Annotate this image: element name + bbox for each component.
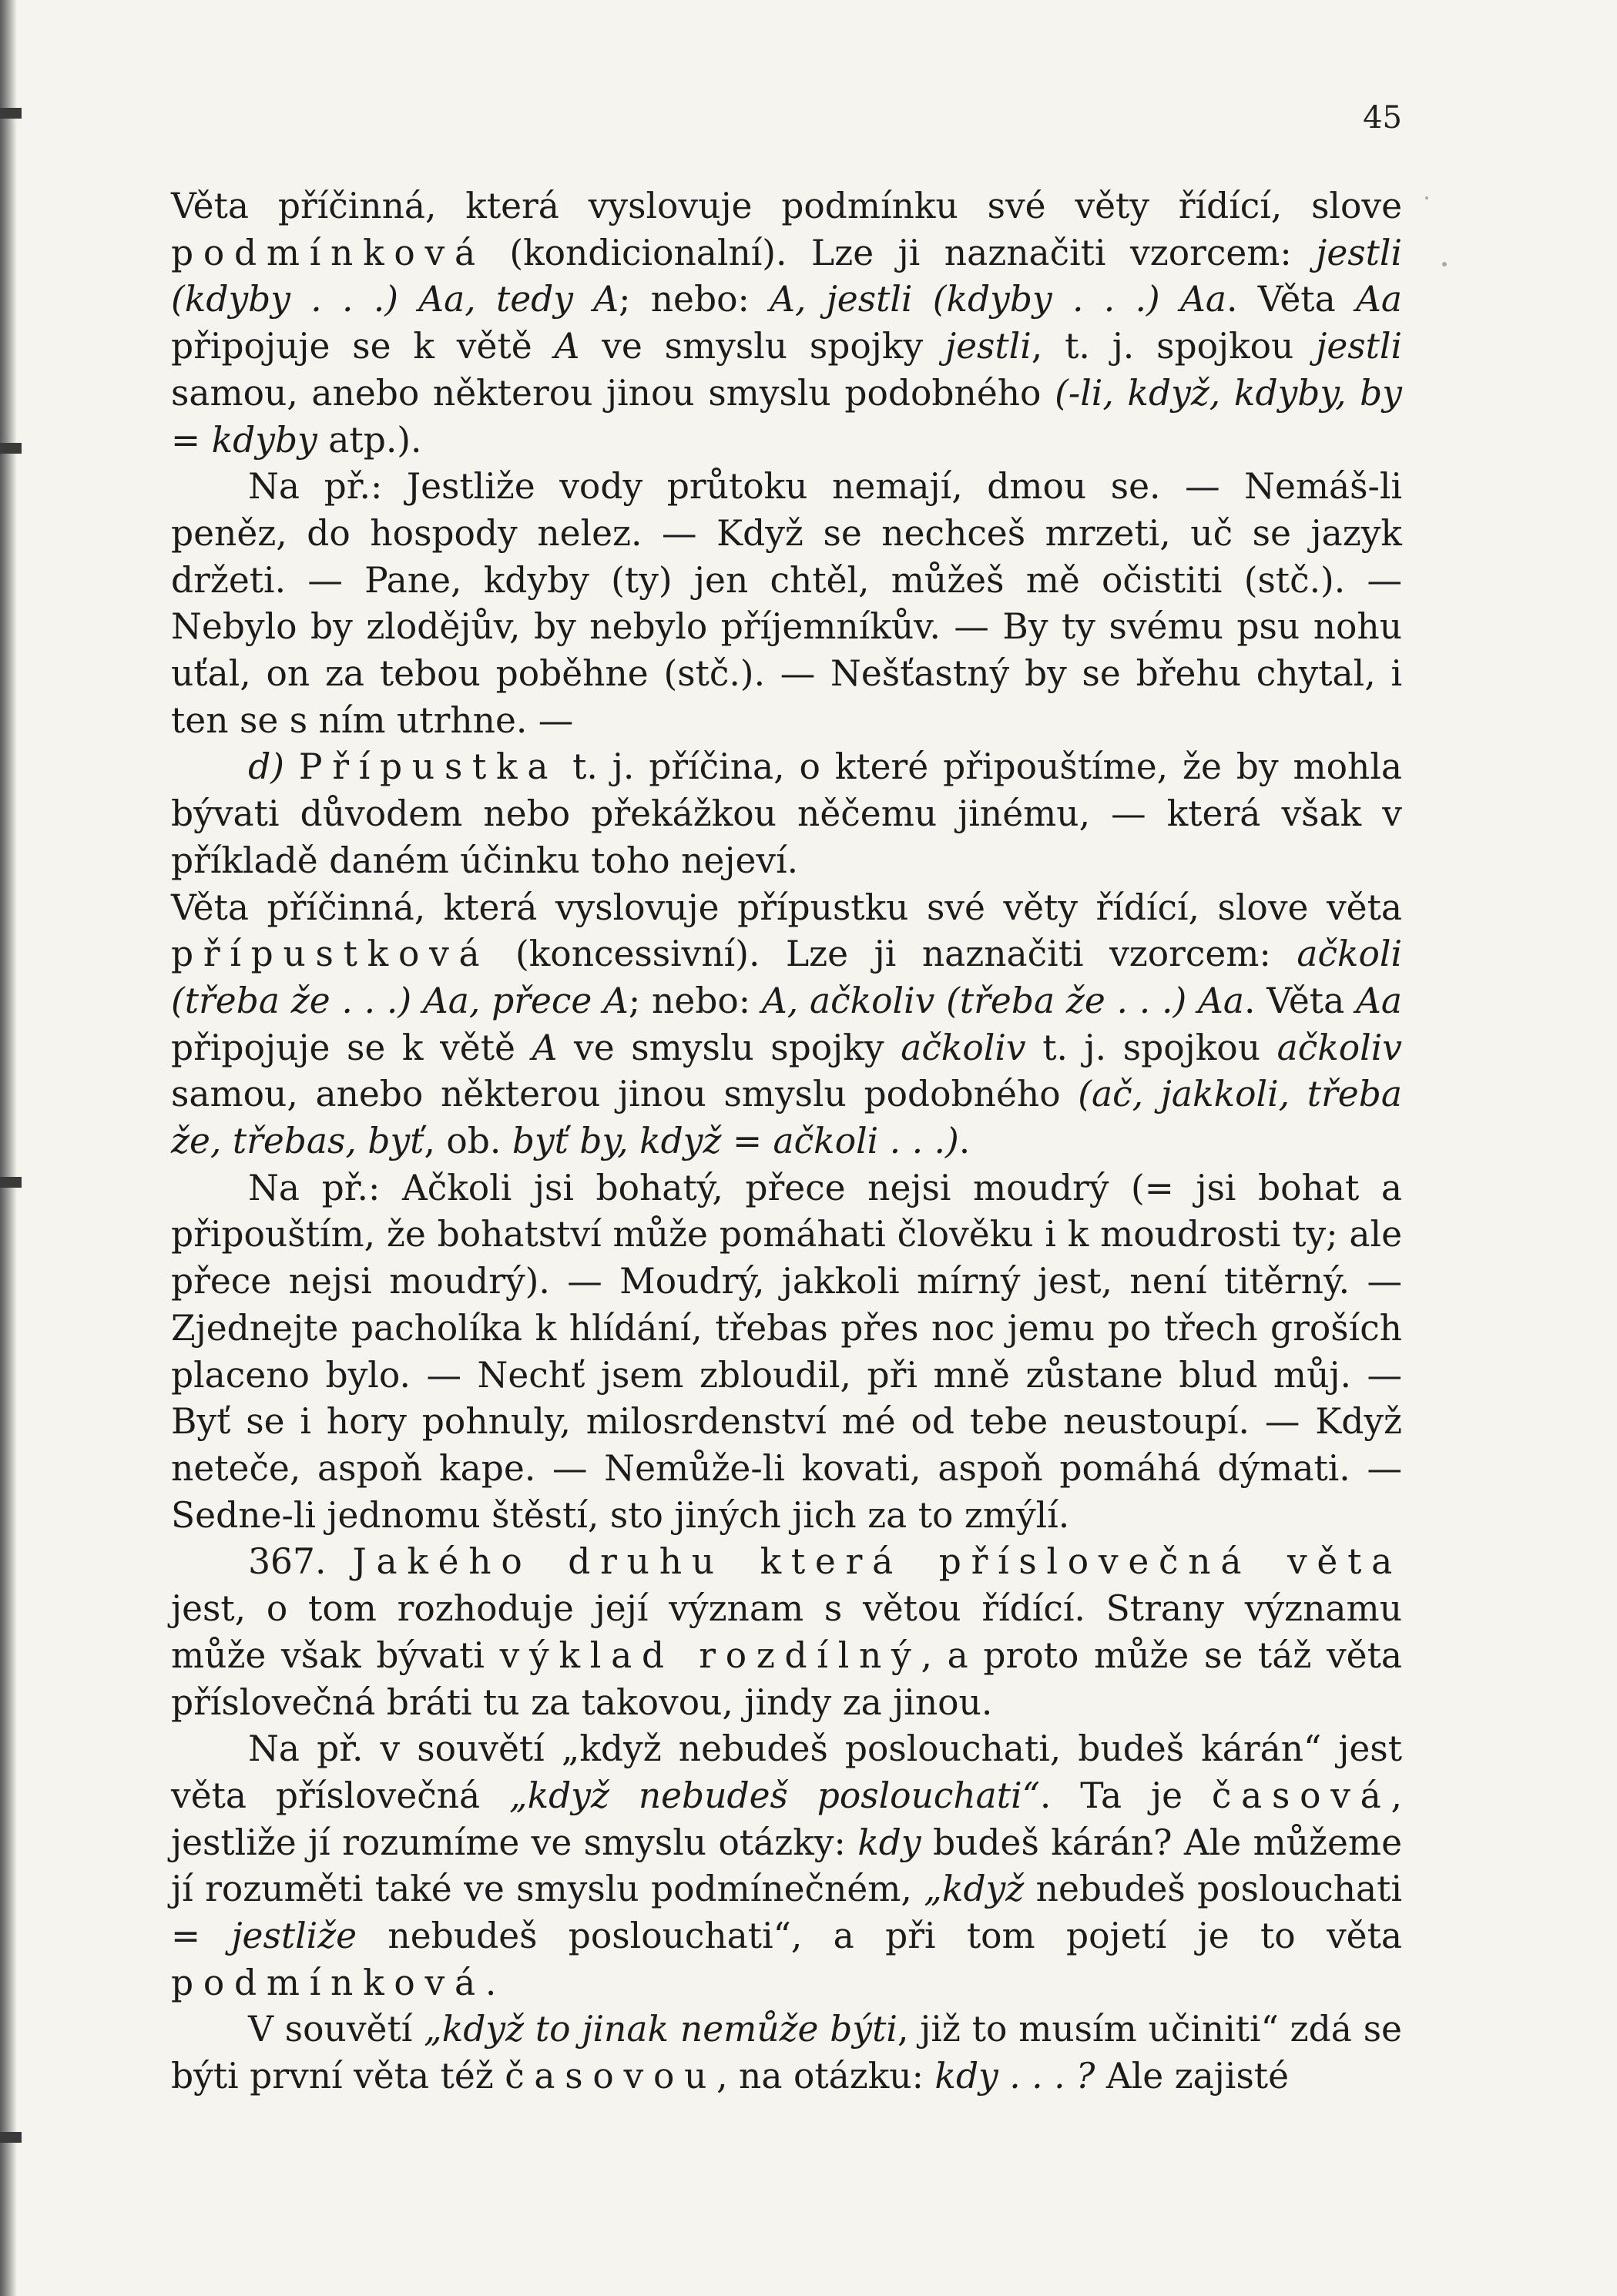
text-run: . [485, 1962, 497, 2003]
text-run [326, 1541, 352, 1582]
italic-run: jestliže [231, 1916, 357, 1957]
paragraph-concession-definition [171, 744, 1402, 884]
paragraph-section-367 [171, 1539, 1402, 1726]
text-run: nebudeš poslouchati“, a při tom pojetí je to věta [357, 1916, 1402, 1957]
italic-run: byť by, když = ačkoli . . .) [512, 1121, 959, 1162]
spaced-emphasis-run: podmínková [171, 1962, 485, 2003]
text-run: Věta příčinná, která vyslovuje podmínku své věty řídící, slove [171, 186, 1402, 226]
text-run: , t. j. spojkou [1031, 326, 1317, 367]
text-run: , ob. [424, 1121, 512, 1162]
text-run: V souvětí [248, 2009, 424, 2050]
italic-run: ačkoli (třeba že . . .) Aa, přece A [171, 933, 1402, 1021]
text-run: t. j. příčina, o které připouštíme, že by mohla bývati důvodem nebo překážkou něčemu jinému, — která však v příkladě daném účinku toho nejeví. [171, 746, 1403, 881]
text-run: samou, anebo některou jinou smyslu podobného [171, 1074, 1079, 1115]
italic-run: A, jestli (kdyby . . .) Aa [770, 279, 1226, 320]
binding-mark [0, 1177, 22, 1188]
italic-run: (-li, když, kdyby, by = kdyby [171, 372, 1403, 461]
italic-run: jestli [945, 326, 1032, 367]
text-body [171, 183, 1402, 2100]
text-run: (koncessivní). Lze ji naznačiti vzorcem: [489, 933, 1297, 975]
paper-speck [1425, 196, 1428, 199]
text-run: Věta příčinná, která vyslovuje přípustku své věty řídící, slove věta [171, 887, 1402, 928]
italic-run: jestli [1316, 326, 1402, 367]
text-run: připojuje se k větě [171, 326, 555, 367]
spaced-emphasis-run: Přípustka [298, 746, 559, 788]
paragraph-conditional-examples [171, 464, 1402, 744]
text-run: Na př.: Ačkoli jsi bohatý, přece nejsi moudrý (= jsi bohat a připouštím, že bohatství může pomáhati člověku i k moudrosti ty; ale přece nejsi moudrý). — Moudrý, jakkoli mírný jest, není titěrný. — Zjednejte pacholíka k hlídání, třebas přes noc jemu po třech groších placeno bylo. — Nechť jsem zbloudil, při mně zůstane blud můj. — Byť se i hory pohnuly, milosrdenství mé od tebe neustoupí. — Když neteče, aspoň kape. — Nemůže-li kovati, aspoň pomáhá dýmati. — Sedne-li jednomu štěstí, sto jiných jich za to zmýlí. [171, 1167, 1402, 1536]
italic-run: A [554, 326, 580, 367]
page-binding-edge [0, 0, 17, 2296]
italic-run: „když to jinak nemůže býti [424, 2009, 897, 2050]
text-run: budeš kárán? Ale můžeme jí rozuměti také ve smyslu podmínečném, [171, 1822, 1403, 1910]
italic-run: „když nebudeš poslouchati“ [509, 1775, 1040, 1816]
spaced-emphasis-run: Jakého druhu která příslovečná věta [352, 1541, 1402, 1583]
spaced-emphasis-run: časovou [505, 2056, 717, 2097]
paper-speck [1442, 262, 1447, 266]
paragraph-conditional-definition [171, 183, 1402, 464]
text-run [284, 746, 299, 787]
italic-run: kdy . . . ? [934, 2056, 1095, 2097]
text-run: t. j. spojkou [1025, 1027, 1277, 1068]
binding-mark [0, 108, 22, 119]
italic-run: A [532, 1027, 558, 1068]
spaced-emphasis-run: časová [1211, 1775, 1391, 1816]
text-run: , již to musím učiniti“ zdá se býti první věta též [171, 2009, 1402, 2097]
italic-run: Aa [1356, 980, 1402, 1021]
text-run: Na př.: Jestliže vody průtoku nemají, dmou se. — Nemáš-li peněz, do hospody nelez. — Když se nechceš mrzeti, uč se jazyk držeti. — Pane, kdyby (ty) jen chtěl, můžeš mě očistiti (stč.). — Nebylo by zlodějův, by nebylo příjemníkův. — By ty svému psu nohu uťal, on za tebou poběhne (stč.). — Nešťastný by se břehu chytal, i ten se s ním utrhne. — [171, 466, 1402, 741]
paragraph-example-jinak [171, 2006, 1402, 2100]
text-run: ve smyslu spojky [579, 326, 946, 367]
paragraph-concessive-clause [171, 885, 1402, 1165]
italic-run: A, ačkoliv (třeba že . . .) Aa [761, 980, 1244, 1021]
text-run: . Věta [1243, 980, 1356, 1021]
text-run: . [958, 1121, 971, 1162]
text-run: . Ta je [1039, 1775, 1212, 1816]
text-run: , a proto může se táž věta příslovečná bráti tu za takovou, jindy za jinou. [171, 1634, 1403, 1723]
text-run: jest, o tom rozhoduje její význam s větou řídící. Strany významu může však bývati [171, 1588, 1402, 1676]
text-run: , na otázku: [716, 2056, 935, 2097]
italic-run: kdy [857, 1822, 921, 1863]
italic-run: ačkoliv [901, 1027, 1026, 1068]
text-run: , jestliže jí rozumíme ve smyslu otázky: [171, 1775, 1402, 1863]
text-run: . Věta [1226, 279, 1356, 320]
italic-run: Aa [1356, 279, 1402, 320]
paragraph-example-kdyz [171, 1726, 1402, 2006]
spaced-emphasis-run: výklad rozdílný [499, 1634, 921, 1676]
italic-run: d) [248, 746, 284, 788]
spaced-emphasis-run: podmínková [171, 232, 485, 273]
italic-run: (ač, jakkoli, třeba že, třebas, byť [171, 1074, 1402, 1162]
text-run: Ale zajisté [1095, 2056, 1290, 2097]
text-run: ; nebo: [619, 279, 770, 320]
text-run: připojuje se k větě [171, 1027, 532, 1068]
italic-run: „když [924, 1869, 1025, 1910]
text-run: atp.). [317, 419, 422, 461]
text-run: ve smyslu spojky [557, 1027, 901, 1068]
paragraph-concessive-examples [171, 1165, 1402, 1540]
binding-mark [0, 2132, 22, 2143]
text-run: 367. [248, 1541, 327, 1583]
text-run: samou, anebo některou jinou smyslu podobného [171, 372, 1055, 414]
italic-run: ačkoliv [1276, 1027, 1402, 1068]
page-number: 45 [1363, 100, 1402, 136]
italic-run: jestli (kdyby . . .) Aa, tedy A [171, 232, 1402, 320]
text-run: Na př. v souvětí „když nebudeš poslouchati, budeš kárán“ jest věta příslovečná [171, 1728, 1402, 1816]
text-run: ; nebo: [628, 980, 762, 1021]
text-run: nebudeš poslouchati = [171, 1869, 1403, 1957]
spaced-emphasis-run: přípustková [171, 933, 490, 975]
text-run: (kondicionalní). Lze ji naznačiti vzorcem: [485, 232, 1317, 273]
binding-mark [0, 443, 22, 454]
